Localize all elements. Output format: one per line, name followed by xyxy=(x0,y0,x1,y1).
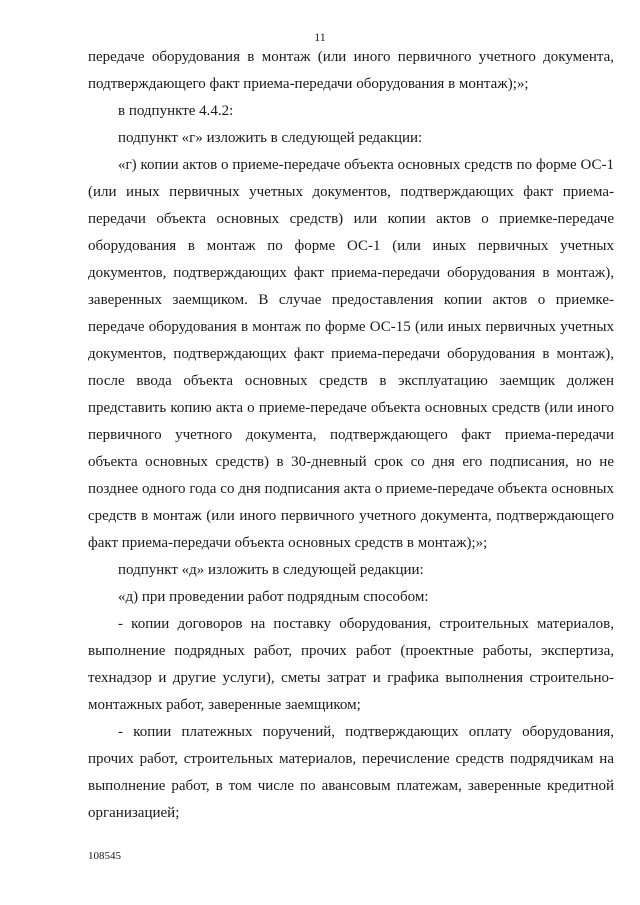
document-body xyxy=(88,44,614,827)
paragraph-instruction-d: подпункт «д» изложить в следующей редакции: xyxy=(118,562,424,578)
paragraph-clause-g: «г) копии актов о приеме-передаче объекта основных средств по форме ОС-1 (или иных первичных учетных документов, подтверждающих факт приема-передачи объекта основных средств) или копии актов о приемке-передаче оборудования в монтаж по форме ОС-1 (или иных первичных учетных документов, подтверждающих факт приема-передачи оборудования в монтаж), заверенных заемщиком. В случае предоставления копии актов о приемке-передаче оборудования в монтаж по форме ОС-15 (или иных первичных учетных документов, подтверждающих факт приема-передачи оборудования в монтаж), после ввода объекта основных средств в эксплуатацию заемщик должен представить копию акта о приеме-передаче объекта основных средств (или иного первичного учетного документа, подтверждающего факт приема-передачи объекта основных средств) в 30-дневный срок со дня его подписания, но не позднее одного года со дня подписания акта о приеме-передаче объекта основных средств в монтаж (или иного первичного учетного документа, подтверждающего факт приема-передачи объекта основных средств в монтаж);»; xyxy=(88,157,614,551)
paragraph-clause-d: «д) при проведении работ подрядным способом: xyxy=(118,589,429,605)
page-number: 11 xyxy=(314,30,326,44)
paragraph-subclause-heading: в подпункте 4.4.2: xyxy=(118,103,234,119)
paragraph-list-item-contracts: - копии договоров на поставку оборудования, строительных материалов, выполнение подрядных работ, прочих работ (проектные работы, экспертиза, технадзор и другие услуги), сметы затрат и графика выполнения строительно-монтажных работ, заверенные заемщиком; xyxy=(88,616,614,713)
paragraph-list-item-payments: - копии платежных поручений, подтверждающих оплату оборудования, прочих работ, строительных материалов, перечисление средств подрядчикам на выполнение работ, в том числе по авансовым платежам, заверенные кредитной организацией; xyxy=(88,724,614,821)
document-code: 108545 xyxy=(88,850,121,862)
paragraph-continuation: передаче оборудования в монтаж (или иного первичного учетного документа, подтверждающего факт приема-передачи оборудования в монтаж);»; xyxy=(88,49,614,92)
paragraph-instruction-g: подпункт «г» изложить в следующей редакции: xyxy=(118,130,423,146)
